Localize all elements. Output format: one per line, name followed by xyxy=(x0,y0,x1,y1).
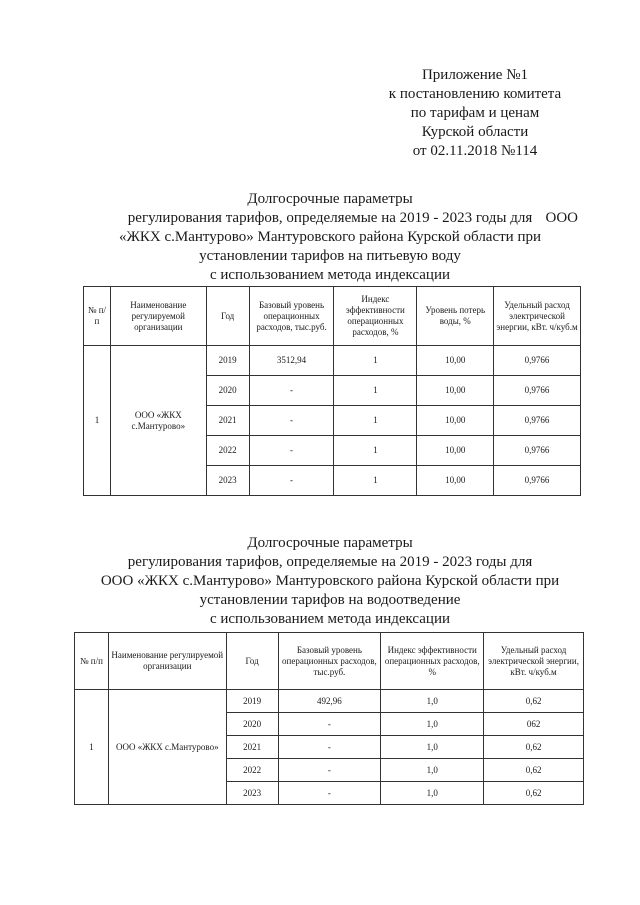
cell-index: 1,0 xyxy=(381,690,484,713)
title-line: Долгосрочные параметры xyxy=(247,535,413,551)
cell-base: 3512,94 xyxy=(249,346,334,376)
header-energy: Удельный расход электрической энергии, кВт. ч/куб.м xyxy=(484,633,584,690)
cell-base: - xyxy=(278,759,381,782)
wastewater-tariff-table xyxy=(74,632,584,805)
cell-loss: 10,00 xyxy=(417,436,494,466)
section2-title xyxy=(60,534,600,629)
header-year: Год xyxy=(226,633,278,690)
row-num: 1 xyxy=(84,346,111,496)
header-org: Наименование регулируемой организации xyxy=(110,287,206,346)
cell-index: 1 xyxy=(334,376,417,406)
cell-index: 1,0 xyxy=(381,782,484,805)
cell-year: 2019 xyxy=(226,690,278,713)
cell-energy: 0,62 xyxy=(484,782,584,805)
cell-year: 2022 xyxy=(206,436,249,466)
org-name: ООО «ЖКХ с.Мантурово» xyxy=(108,690,226,805)
cell-base: - xyxy=(249,466,334,496)
cell-energy: 0,9766 xyxy=(494,346,581,376)
cell-loss: 10,00 xyxy=(417,406,494,436)
title-line: Долгосрочные параметры xyxy=(247,191,413,207)
table-row xyxy=(75,690,584,713)
cell-year: 2020 xyxy=(226,713,278,736)
table-row xyxy=(84,346,581,376)
title-line: установлении тарифов на питьевую воду xyxy=(199,248,461,264)
cell-energy: 0,62 xyxy=(484,759,584,782)
cell-energy: 062 xyxy=(484,713,584,736)
cell-energy: 0,9766 xyxy=(494,406,581,436)
cell-energy: 0,62 xyxy=(484,736,584,759)
cell-index: 1 xyxy=(334,346,417,376)
annex-line: по тарифам и ценам xyxy=(410,105,540,121)
annex-header xyxy=(360,66,590,161)
cell-year: 2021 xyxy=(226,736,278,759)
row-num: 1 xyxy=(75,690,109,805)
title-line: с использованием метода индексации xyxy=(209,267,451,283)
header-loss: Уровень потерь воды, % xyxy=(417,287,494,346)
cell-loss: 10,00 xyxy=(417,376,494,406)
title-line: установлении тарифов на водоотведение xyxy=(199,592,461,608)
cell-year: 2019 xyxy=(206,346,249,376)
title-line: «ЖКХ с.Мантурово» Мантуровского района Курской области при xyxy=(118,229,542,245)
cell-base: - xyxy=(278,736,381,759)
cell-year: 2020 xyxy=(206,376,249,406)
cell-base: - xyxy=(249,406,334,436)
title-line-text: регулирования тарифов, определяемые на 2019 - 2023 годы для xyxy=(127,210,533,226)
header-num: № п/п xyxy=(75,633,109,690)
cell-energy: 0,62 xyxy=(484,690,584,713)
cell-index: 1,0 xyxy=(381,713,484,736)
annex-line: к постановлению комитета xyxy=(388,86,562,102)
cell-year: 2023 xyxy=(226,782,278,805)
table-header-row xyxy=(75,633,584,690)
header-index: Индекс эффективности операционных расходов, % xyxy=(381,633,484,690)
org-name: ООО «ЖКХ с.Мантурово» xyxy=(110,346,206,496)
water-tariff-table xyxy=(83,286,581,496)
header-base: Базовый уровень операционных расходов, тыс.руб. xyxy=(278,633,381,690)
cell-year: 2021 xyxy=(206,406,249,436)
cell-base: - xyxy=(278,782,381,805)
title-line: регулирования тарифов, определяемые на 2019 - 2023 годы для xyxy=(127,554,533,570)
annex-line: Приложение №1 xyxy=(421,67,529,83)
section1-title xyxy=(60,190,600,285)
cell-index: 1 xyxy=(334,436,417,466)
cell-index: 1 xyxy=(334,406,417,436)
cell-energy: 0,9766 xyxy=(494,466,581,496)
cell-loss: 10,00 xyxy=(417,466,494,496)
cell-base: - xyxy=(249,376,334,406)
cell-index: 1,0 xyxy=(381,736,484,759)
table-header-row xyxy=(84,287,581,346)
cell-energy: 0,9766 xyxy=(494,436,581,466)
cell-energy: 0,9766 xyxy=(494,376,581,406)
header-index: Индекс эффективности операционных расходов, % xyxy=(334,287,417,346)
header-org: Наименование регулируемой организации xyxy=(108,633,226,690)
header-energy: Удельный расход электрической энергии, кВт. ч/куб.м xyxy=(494,287,581,346)
title-line-tail: ООО xyxy=(545,210,578,226)
cell-base: 492,96 xyxy=(278,690,381,713)
header-year: Год xyxy=(206,287,249,346)
annex-line: от 02.11.2018 №114 xyxy=(412,143,538,159)
cell-base: - xyxy=(278,713,381,736)
title-line-2 xyxy=(60,209,600,228)
cell-loss: 10,00 xyxy=(417,346,494,376)
title-line: ООО «ЖКХ с.Мантурово» Мантуровского района Курской области при xyxy=(100,573,560,589)
title-line: с использованием метода индексации xyxy=(209,611,451,627)
annex-line: Курской области xyxy=(421,124,529,140)
header-base: Базовый уровень операционных расходов, тыс.руб. xyxy=(249,287,334,346)
cell-base: - xyxy=(249,436,334,466)
cell-index: 1 xyxy=(334,466,417,496)
cell-year: 2023 xyxy=(206,466,249,496)
cell-index: 1,0 xyxy=(381,759,484,782)
cell-year: 2022 xyxy=(226,759,278,782)
header-num: № п/п xyxy=(84,287,111,346)
